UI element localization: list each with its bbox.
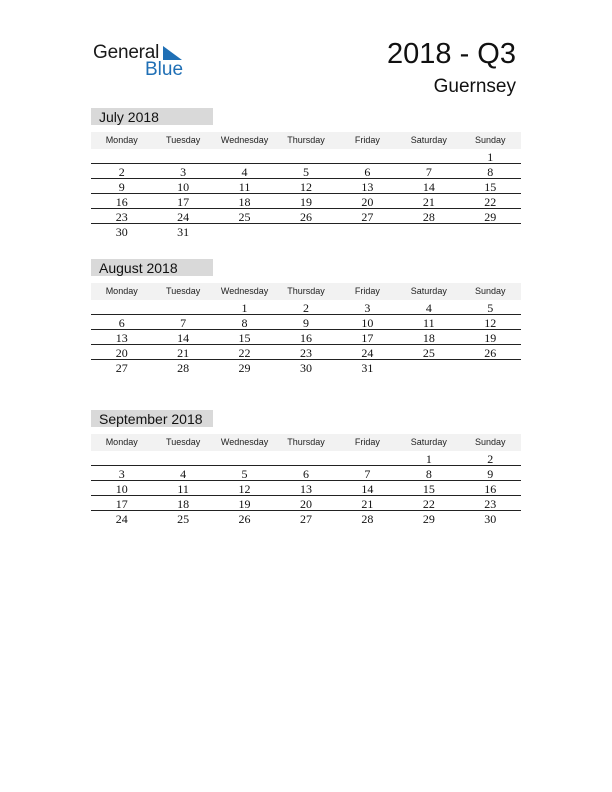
day-cell: 26 <box>238 512 251 526</box>
day-cell: 29 <box>238 361 251 375</box>
day-cell: 23 <box>484 497 497 511</box>
day-cell: 23 <box>299 346 312 360</box>
month-name: July 2018 <box>91 108 213 125</box>
day-cell: 7 <box>364 467 371 481</box>
weekday-label: Sunday <box>474 437 506 447</box>
day-cell: 6 <box>118 316 125 330</box>
day-cell: 30 <box>299 361 312 375</box>
week-row <box>91 511 521 526</box>
day-cell: 1 <box>425 452 432 466</box>
week-row <box>91 330 521 345</box>
day-cell: 4 <box>425 301 432 315</box>
day-cell: 29 <box>484 210 497 224</box>
week-row <box>91 466 521 481</box>
day-cell <box>275 149 336 163</box>
day-cell: 30 <box>484 512 497 526</box>
week-row <box>91 194 521 209</box>
day-cell: 13 <box>361 180 374 194</box>
weekday-label: Thursday <box>287 286 325 296</box>
day-cell: 16 <box>299 331 312 345</box>
day-cell: 11 <box>177 482 189 496</box>
day-cell: 27 <box>299 512 312 526</box>
weekday-label: Monday <box>105 437 138 447</box>
day-cell: 13 <box>115 331 128 345</box>
day-cell: 21 <box>177 346 190 360</box>
day-cell: 16 <box>484 482 497 496</box>
day-cell: 3 <box>180 165 187 179</box>
weekday-label: Wednesday <box>220 286 269 296</box>
weekday-label: Tuesday <box>166 286 201 296</box>
day-cell: 4 <box>241 165 248 179</box>
month-block <box>91 259 521 375</box>
day-cell: 19 <box>238 497 251 511</box>
day-cell: 17 <box>115 497 128 511</box>
day-cell <box>275 451 336 465</box>
weekday-label: Monday <box>105 286 138 296</box>
weekday-label: Tuesday <box>166 135 201 145</box>
day-cell <box>214 451 275 465</box>
day-cell: 17 <box>177 195 190 209</box>
day-cell: 16 <box>115 195 128 209</box>
day-cell: 12 <box>299 180 312 194</box>
page-subtitle: Guernsey <box>433 76 516 97</box>
day-cell: 7 <box>425 165 432 179</box>
month-block <box>91 108 521 239</box>
day-cell: 18 <box>238 195 251 209</box>
day-cell <box>398 360 459 375</box>
day-cell: 21 <box>422 195 435 209</box>
day-cell: 22 <box>422 497 435 511</box>
weekday-label: Sunday <box>474 135 506 145</box>
day-cell: 8 <box>487 165 494 179</box>
day-cell: 14 <box>422 180 435 194</box>
day-cell: 10 <box>361 316 374 330</box>
day-cell <box>337 149 398 163</box>
week-row <box>91 224 521 239</box>
day-cell: 18 <box>422 331 435 345</box>
logo-blue-text: Blue <box>145 59 184 80</box>
day-cell: 3 <box>118 467 125 481</box>
day-cell: 26 <box>299 210 312 224</box>
week-row <box>91 360 521 375</box>
day-cell: 5 <box>241 467 248 481</box>
week-row <box>91 451 521 466</box>
weekday-label: Wednesday <box>220 135 269 145</box>
weekday-label: Thursday <box>287 135 325 145</box>
day-cell: 15 <box>238 331 251 345</box>
month-name: September 2018 <box>91 410 213 427</box>
week-row <box>91 209 521 224</box>
day-cell: 22 <box>484 195 497 209</box>
week-row <box>91 496 521 511</box>
day-cell: 26 <box>484 346 497 360</box>
day-cell <box>398 224 459 239</box>
month-name: August 2018 <box>91 259 213 276</box>
weekday-label: Friday <box>354 437 380 447</box>
weekday-label: Saturday <box>410 286 447 296</box>
day-cell <box>214 149 275 163</box>
day-cell: 13 <box>299 482 312 496</box>
week-row <box>91 179 521 194</box>
week-row <box>91 300 521 315</box>
day-cell: 2 <box>487 452 494 466</box>
day-cell: 28 <box>177 361 190 375</box>
day-cell: 15 <box>484 180 497 194</box>
day-cell: 1 <box>241 301 248 315</box>
day-cell: 22 <box>238 346 251 360</box>
day-cell <box>460 224 521 239</box>
week-row <box>91 149 521 164</box>
day-cell: 30 <box>115 225 128 239</box>
day-cell: 27 <box>115 361 128 375</box>
day-cell <box>337 224 398 239</box>
weekday-label: Sunday <box>474 286 506 296</box>
day-cell: 19 <box>299 195 312 209</box>
day-cell: 7 <box>180 316 187 330</box>
weekday-label: Wednesday <box>220 437 269 447</box>
day-cell: 5 <box>487 301 494 315</box>
day-cell: 8 <box>241 316 248 330</box>
week-row <box>91 315 521 330</box>
weekday-header-row <box>91 434 521 451</box>
day-cell <box>398 149 459 163</box>
day-cell: 5 <box>302 165 309 179</box>
day-cell: 11 <box>423 316 435 330</box>
day-cell: 19 <box>484 331 497 345</box>
weekday-label: Friday <box>354 135 380 145</box>
day-cell: 25 <box>422 346 435 360</box>
day-cell: 4 <box>180 467 187 481</box>
day-cell: 17 <box>361 331 374 345</box>
day-cell: 23 <box>115 210 128 224</box>
month-block <box>91 410 521 526</box>
day-cell: 28 <box>422 210 435 224</box>
day-cell: 8 <box>425 467 432 481</box>
day-cell: 31 <box>361 361 374 375</box>
day-cell: 25 <box>177 512 190 526</box>
day-cell <box>91 149 152 163</box>
weekday-label: Saturday <box>410 437 447 447</box>
day-cell: 6 <box>302 467 309 481</box>
day-cell <box>152 300 213 314</box>
day-cell: 20 <box>361 195 374 209</box>
day-cell: 15 <box>422 482 435 496</box>
day-cell: 25 <box>238 210 251 224</box>
day-cell: 21 <box>361 497 374 511</box>
day-cell: 11 <box>238 180 251 194</box>
day-cell: 10 <box>115 482 128 496</box>
day-cell: 3 <box>364 301 371 315</box>
logo-general-text: General <box>93 42 160 63</box>
day-cell: 29 <box>422 512 435 526</box>
day-cell: 12 <box>238 482 251 496</box>
day-cell: 27 <box>361 210 374 224</box>
week-row <box>91 481 521 496</box>
page-title: 2018 - Q3 <box>387 38 516 70</box>
weekday-label: Friday <box>354 286 380 296</box>
day-cell <box>91 300 152 314</box>
day-cell <box>152 451 213 465</box>
logo <box>93 42 193 82</box>
day-cell <box>337 451 398 465</box>
day-cell: 24 <box>361 346 374 360</box>
day-cell: 18 <box>177 497 190 511</box>
day-cell: 10 <box>177 180 190 194</box>
weekday-header-row <box>91 283 521 300</box>
day-cell: 24 <box>115 512 128 526</box>
weekday-label: Thursday <box>287 437 325 447</box>
week-row <box>91 164 521 179</box>
day-cell: 28 <box>361 512 374 526</box>
weekday-header-row <box>91 132 521 149</box>
day-cell: 9 <box>118 180 125 194</box>
day-cell: 24 <box>177 210 190 224</box>
day-cell: 2 <box>118 165 125 179</box>
day-cell: 20 <box>115 346 128 360</box>
weekday-label: Monday <box>105 135 138 145</box>
day-cell <box>460 360 521 375</box>
week-row <box>91 345 521 360</box>
day-cell: 6 <box>364 165 371 179</box>
day-cell: 2 <box>302 301 309 315</box>
day-cell: 9 <box>487 467 494 481</box>
day-cell: 31 <box>177 225 190 239</box>
weekday-label: Tuesday <box>166 437 201 447</box>
day-cell <box>275 224 336 239</box>
day-cell: 12 <box>484 316 497 330</box>
day-cell <box>214 224 275 239</box>
day-cell <box>152 149 213 163</box>
weekday-label: Saturday <box>410 135 447 145</box>
day-cell: 9 <box>302 316 309 330</box>
day-cell: 14 <box>177 331 190 345</box>
day-cell: 1 <box>487 150 494 164</box>
day-cell <box>91 451 152 465</box>
day-cell: 14 <box>361 482 374 496</box>
day-cell: 20 <box>299 497 312 511</box>
